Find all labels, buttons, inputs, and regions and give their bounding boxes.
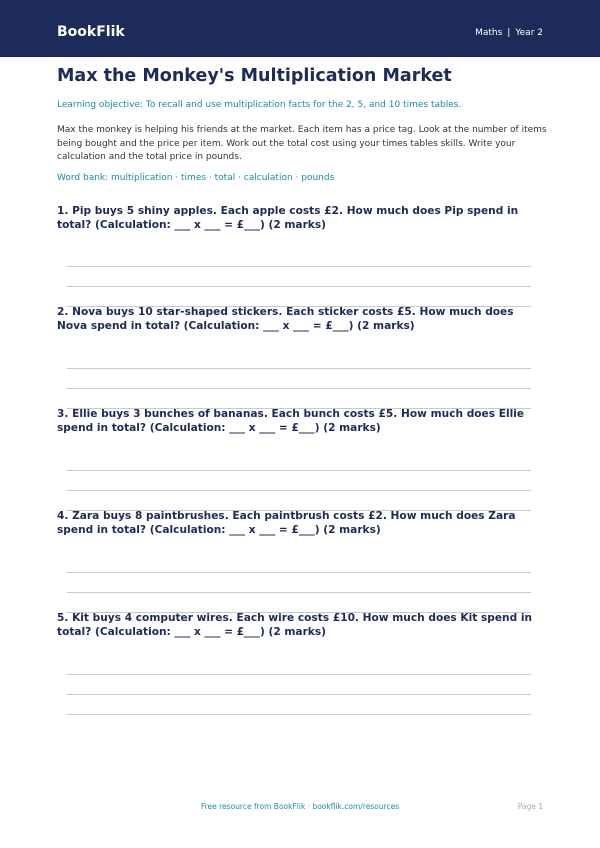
answer-line[interactable] [67,388,531,389]
answer-line[interactable] [67,286,531,287]
learning-objective: Learning objective: To recall and use multiplication facts for the 2, 5, and 10 times tables. [57,100,462,110]
subject-year-label [475,28,543,38]
question-4: 4. Zara buys 8 paintbrushes. Each paintbrush costs £2. How much does Zara spend in total? (Calculation: ___ x ___ = £___) (2 marks) [57,510,516,536]
intro-paragraph: Max the monkey is helping his friends at the market. Each item has a price tag. Look at the number of items being bought and the price per item. Work out the total cost using your times tables skills. Write your calculation and the total price in pounds. [57,125,547,162]
answer-line[interactable] [67,470,531,471]
year-label: Year 2 [515,28,543,38]
word-bank: Word bank: multiplication · times · total · calculation · pounds [57,173,335,183]
answer-line[interactable] [67,572,531,573]
footer-credit[interactable]: Free resource from BookFlik · bookflik.com/resources [200,802,400,811]
question-3: 3. Ellie buys 3 bunches of bananas. Each bunch costs £5. How much does Ellie spend in total? (Calculation: ___ x ___ = £___) (2 marks) [57,408,525,434]
page-title: Max the Monkey's Multiplication Market [57,66,452,86]
question-5: 5. Kit buys 4 computer wires. Each wire costs £10. How much does Kit spend in total? (Calculation: ___ x ___ = £___) (2 marks) [57,612,533,638]
answer-line[interactable] [67,694,531,695]
brand-logo[interactable]: BookFlik [57,24,125,40]
page-number: Page 1 [517,802,543,811]
question-1: 1. Pip buys 5 shiny apples. Each apple costs £2. How much does Pip spend in total? (Calculation: ___ x ___ = £___) (2 marks) [57,205,519,231]
answer-line[interactable] [67,674,531,675]
question-2: 2. Nova buys 10 star-shaped stickers. Each sticker costs £5. How much does Nova spend in total? (Calculation: ___ x ___ = £___) (2 marks) [57,306,514,332]
answer-line[interactable] [67,368,531,369]
answer-line[interactable] [67,266,531,267]
answer-line[interactable] [67,714,531,715]
header-bar [0,0,600,57]
answer-line[interactable] [67,490,531,491]
answer-line[interactable] [67,592,531,593]
meta-separator: | [507,28,511,38]
subject-label: Maths [475,28,503,38]
